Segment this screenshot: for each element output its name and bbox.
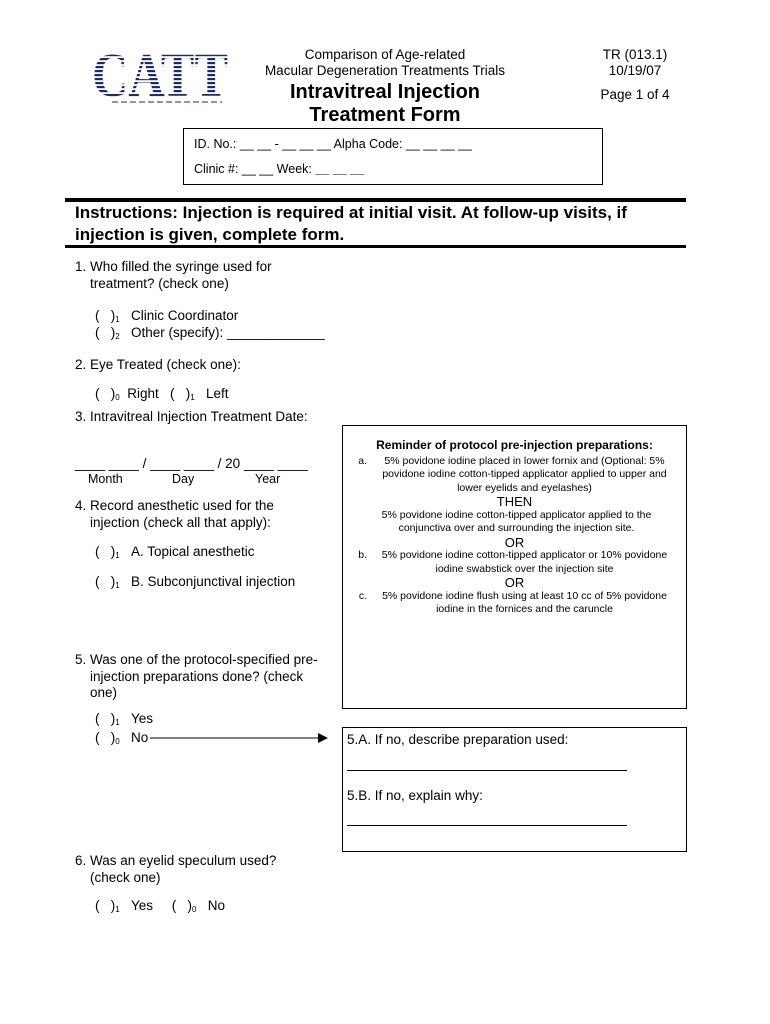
- q2-options[interactable]: ( )$_0$ Right ( )$_1$ Left: [95, 386, 229, 402]
- date-input-line[interactable]: ____ ____ / ____ ____ / 20 ____ ____: [75, 456, 308, 471]
- q4-option-subconjunctival-label: B. Subconjunctival injection: [130, 574, 296, 589]
- date-day-label: Day: [172, 472, 195, 486]
- form-title-2: Treatment Form: [309, 104, 461, 126]
- form-title-1: Intravitreal Injection: [289, 81, 481, 103]
- reminder-item-b: b. 5% povidone iodine cotton-tipped applicator or 10% povidone iodine swabstick over the injection site: [358, 549, 668, 575]
- q2-question: 2. Eye Treated (check one):: [75, 357, 241, 372]
- catt-logo: [92, 42, 232, 110]
- page-number: Page 1 of 4: [600, 87, 670, 102]
- clinic-week-label: Clinic #: __ __ Week:: [194, 162, 316, 176]
- q5-followup-box: [342, 727, 687, 852]
- reminder-or-2: OR: [504, 575, 525, 590]
- reminder-item-c: c. 5% povidone iodine flush using at least 10 cc of 5% povidone iodine in the fornices and the caruncle: [358, 589, 667, 615]
- q4-option-topical-label: A. Topical anesthetic: [130, 544, 255, 559]
- instructions-text: Instructions: Injection is required at initial visit. At follow-up visits, if injection is given, complete form.: [75, 203, 627, 244]
- q5b-blank[interactable]: [347, 825, 627, 826]
- q5-option-yes[interactable]: ( )$_1$ Yes: [95, 711, 153, 727]
- q5a-label: 5.A. If no, describe preparation used:: [347, 732, 569, 747]
- q6-option-no[interactable]: No: [207, 898, 225, 913]
- reminder-or-1: OR: [504, 534, 525, 550]
- header-subtitle-1: Comparison of Age-related: [304, 47, 466, 62]
- q2-option-right[interactable]: Right: [127, 386, 159, 401]
- q3-question: 3. Intravitreal Injection Treatment Date:: [75, 409, 308, 424]
- q5-option-yes-label: Yes: [130, 711, 153, 726]
- q4-option-topical[interactable]: ( )$_1$ A. Topical anesthetic: [95, 544, 255, 560]
- reminder-title: Reminder of protocol pre-injection preparations:: [376, 438, 653, 452]
- form-date: 10/19/07: [608, 63, 662, 78]
- q6-line1: 6. Was an eyelid speculum used?: [75, 853, 277, 868]
- q6-options[interactable]: ( )$_1$ Yes ( )$_0$ No: [95, 898, 225, 914]
- q1-option-other[interactable]: ( )$_2$ Other (specify): _____________: [95, 325, 325, 341]
- arrow-to-5a-icon: [150, 731, 330, 745]
- q1-line2: treatment? (check one): [90, 276, 229, 291]
- clinic-week-line[interactable]: [194, 162, 364, 176]
- q4-line2: injection (check all that apply):: [90, 515, 271, 530]
- q5-option-no-label: No: [130, 730, 149, 745]
- id-box: [183, 128, 603, 185]
- reminder-then-text: 5% povidone iodine cotton-tipped applicator applied to the conjunctiva over and surrounding the injection site.: [381, 508, 652, 534]
- header-subtitle-2: Macular Degeneration Treatments Trials: [264, 63, 506, 78]
- q1-line1: 1. Who filled the syringe used for: [75, 259, 272, 274]
- q4-option-subconjunctival[interactable]: ( )$_1$ B. Subconjunctival injection: [95, 574, 296, 590]
- reminder-item-a: a. 5% povidone iodine placed in lower fornix and (Optional: 5% povidone iodine cotton-tipped applicator applied to upper and lower eyelids and eyelashes): [358, 454, 667, 494]
- q5-option-no[interactable]: ( )$_0$ No: [95, 730, 149, 746]
- week-blank[interactable]: __ __ __: [315, 162, 365, 176]
- reminder-box: [342, 425, 687, 709]
- q5-line2: injection preparations done? (check: [90, 669, 304, 684]
- reminder-then: THEN: [496, 494, 533, 509]
- form-code: TR (013.1): [602, 47, 668, 62]
- q5b-label: 5.B. If no, explain why:: [347, 788, 483, 803]
- q5-line3: one): [90, 685, 118, 700]
- q4-line1: 4. Record anesthetic used for the: [75, 498, 274, 513]
- q2-option-left[interactable]: Left: [205, 386, 229, 401]
- q6-option-yes[interactable]: Yes: [130, 898, 153, 913]
- date-month-label: Month: [88, 472, 123, 486]
- q5-line1: 5. Was one of the protocol-specified pre-: [75, 652, 318, 667]
- q1-option-other-label: Other (specify): _____________: [130, 325, 325, 340]
- instructions-bottom-rule: [65, 245, 686, 248]
- q6-line2: (check one): [90, 870, 161, 885]
- q1-option-coordinator-label: Clinic Coordinator: [130, 308, 239, 323]
- date-year-label: Year: [255, 472, 281, 486]
- q1-option-coordinator[interactable]: ( )$_1$ Clinic Coordinator: [95, 308, 239, 324]
- q5a-blank[interactable]: [347, 770, 627, 771]
- logo-text: CATT: [92, 42, 228, 110]
- id-alpha-line[interactable]: ID. No.: __ __ - __ __ __ Alpha Code: __ __ __ __: [194, 137, 472, 151]
